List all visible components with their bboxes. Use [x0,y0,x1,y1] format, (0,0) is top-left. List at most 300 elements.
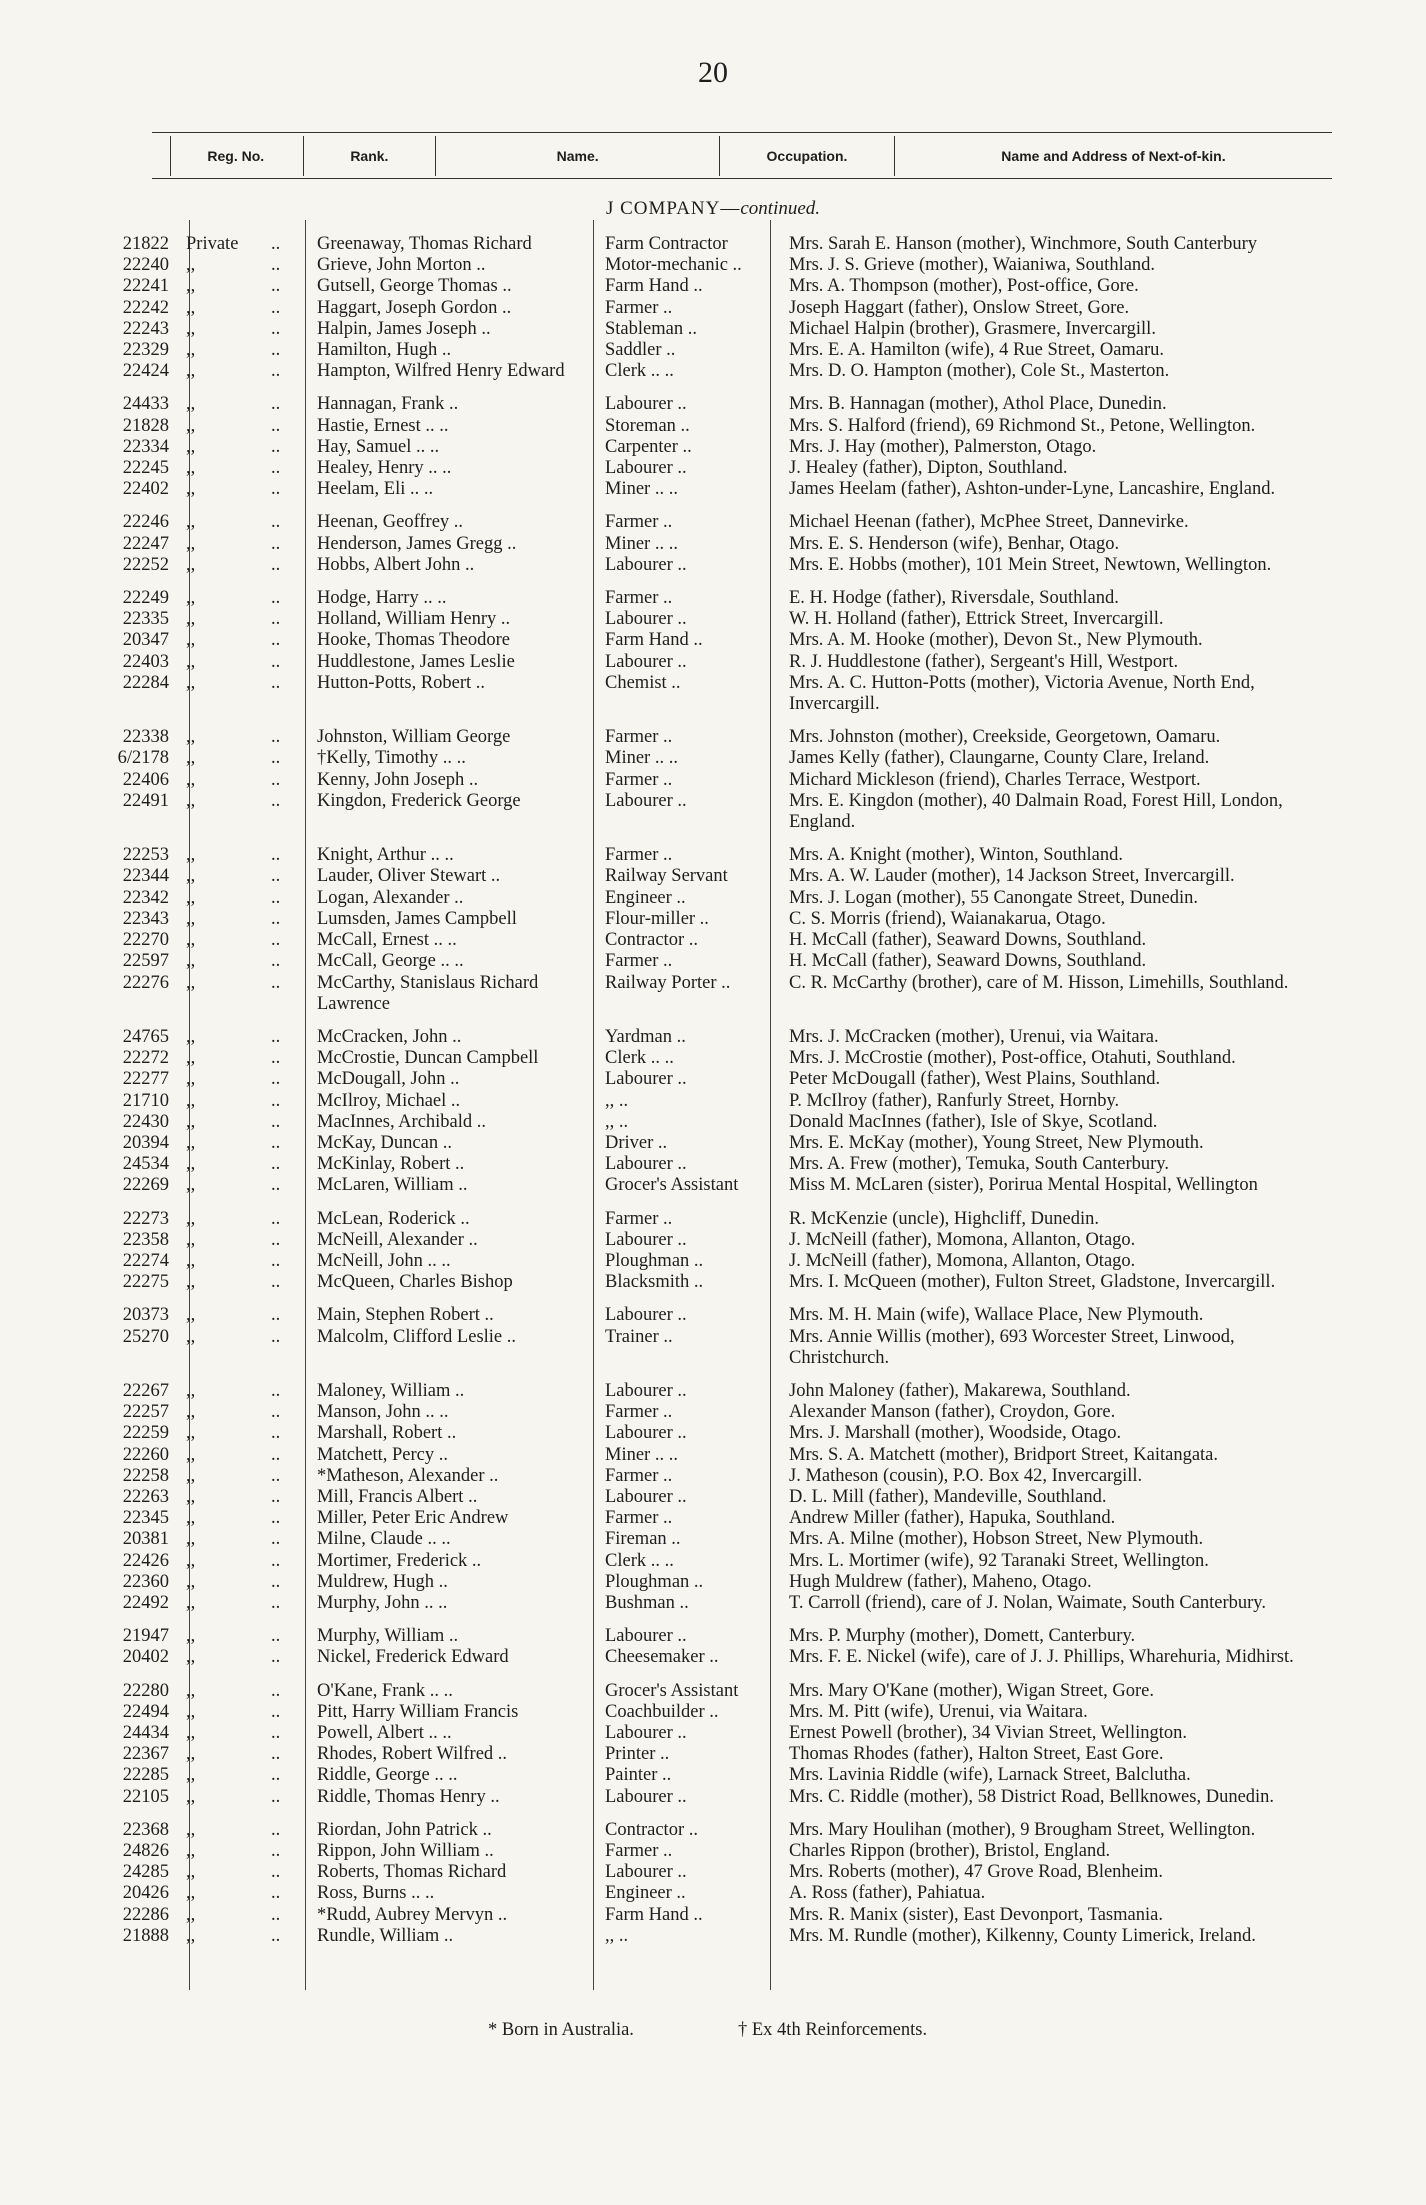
occupation-cell: Trainer .. [605,1326,673,1347]
reg-no-cell: 21888 [122,1925,169,1946]
next-of-kin-cell: Mrs. Roberts (mother), 47 Grove Road, Blenheim. [789,1862,1164,1883]
next-of-kin-cell: James Heelam (father), Ashton-under-Lyne, Lancashire, England. [789,479,1276,500]
rank-cell [171,770,305,791]
rank-leader-dots: .. [271,1380,281,1401]
table-row [0,319,1426,340]
next-of-kin-cell: Hugh Muldrew (father), Maheno, Otago. [789,1571,1092,1592]
occupation-cell: Stableman .. [605,318,697,339]
occupation-cell: Labourer .. [605,1154,687,1175]
rank-leader-dots: .. [271,1862,281,1883]
reg-no-cell: 22360 [122,1571,169,1592]
next-of-kin-cell: Mrs. J. McCrostie (mother), Post-office, Otahuti, Southland. [789,1048,1236,1069]
reg-no-cell: 22246 [122,512,169,533]
rank-cell [171,1091,305,1112]
table-row [0,770,1426,791]
occupation-cell: Ploughman .. [605,1250,704,1271]
header-bottom-rule [152,178,1332,179]
reg-no-cell: 20373 [122,1305,169,1326]
next-of-kin-cell: Mrs. A. W. Lauder (mother), 14 Jackson Street, Invercargill. [789,866,1235,887]
rank-cell [171,909,305,930]
name-cell: Mill, Francis Albert .. [317,1486,478,1507]
rank-cell [171,951,305,972]
next-of-kin-cell: Joseph Haggart (father), Onslow Street, Gore. [789,297,1130,318]
name-cell: Holland, William Henry .. [317,609,511,630]
occupation-cell: Farm Hand .. [605,1904,703,1925]
rank-leader-dots: .. [271,748,281,769]
occupation-cell: Labourer .. [605,458,687,479]
rank-leader-dots: .. [271,255,281,276]
next-of-kin-cell: C. R. McCarthy (brother), care of M. Hisson, Limehills, Southland. [789,972,1289,993]
reg-no-cell: 22277 [122,1069,169,1090]
table-row [0,1402,1426,1423]
name-cell: Muldrew, Hugh .. [317,1571,448,1592]
occupation-cell: Labourer .. [605,1862,687,1883]
table-row [0,340,1426,361]
name-cell: McCall, Ernest .. .. [317,930,457,951]
reg-no-cell: 22243 [122,318,169,339]
occupation-cell: Fireman .. [605,1529,681,1550]
name-cell: Johnston, William George [317,727,511,748]
reg-no-cell: 22245 [122,458,169,479]
reg-no-cell: 22368 [122,1819,169,1840]
occupation-cell: Farm Hand .. [605,276,703,297]
occupation-cell: Railway Servant [605,866,728,887]
occupation-cell: Labourer .. [605,651,687,672]
next-of-kin-cell: H. McCall (father), Seaward Downs, Southland. [789,930,1147,951]
rank-leader-dots: .. [271,769,281,790]
rank-leader-dots: .. [271,1250,281,1271]
table-row [0,1508,1426,1529]
occupation-cell: Coachbuilder .. [605,1701,719,1722]
name-cell: Hamilton, Hugh .. [317,340,452,361]
rank-cell [171,1905,305,1926]
rank-value: ,, [186,1132,196,1153]
reg-no-cell: 22597 [122,951,169,972]
rank-cell [171,588,305,609]
rank-value: ,, [186,458,196,479]
name-cell: Riddle, George .. .. [317,1765,458,1786]
rank-leader-dots: .. [271,234,281,254]
rank-value: ,, [186,1862,196,1883]
occupation-cell: Printer .. [605,1744,670,1765]
reg-no-cell: 20394 [122,1132,169,1153]
rank-cell [171,1402,305,1423]
rank-leader-dots: .. [271,1090,281,1111]
name-cell: Henderson, James Gregg .. [317,533,517,554]
next-of-kin-cell: Mrs. A. Milne (mother), Hobson Street, New Plymouth. [789,1529,1204,1550]
name-cell: Halpin, James Joseph .. [317,318,491,339]
next-of-kin-cell: R. McKenzie (uncle), Highcliff, Dunedin. [789,1208,1099,1229]
next-of-kin-cell: P. McIlroy (father), Ranfurly Street, Hornby. [789,1090,1120,1111]
rank-leader-dots: .. [271,930,281,951]
name-cell: Hobbs, Albert John .. [317,554,475,575]
rank-value: ,, [186,1380,196,1401]
reg-no-cell: 22335 [122,609,169,630]
table-row [0,534,1426,555]
name-cell: Hannagan, Frank .. [317,394,459,415]
occupation-cell: Farmer .. [605,951,673,972]
reg-no-cell: 22249 [122,588,169,609]
name-cell: McLaren, William .. [317,1175,468,1196]
next-of-kin-cell: Mrs. Sarah E. Hanson (mother), Winchmore, South Canterbury [789,234,1258,254]
occupation-cell: Contractor .. [605,930,698,951]
rank-leader-dots: .. [271,1423,281,1444]
name-cell: McNeill, Alexander .. [317,1229,478,1250]
rank-leader-dots: .. [271,533,281,554]
rank-value: ,, [186,533,196,554]
rank-value: ,, [186,1904,196,1925]
name-cell: Rippon, John William .. [317,1841,494,1862]
next-of-kin-cell: E. H. Hodge (father), Riversdale, Southland. [789,588,1119,609]
reg-no-cell: 25270 [122,1326,169,1347]
occupation-cell: Ploughman .. [605,1571,704,1592]
name-cell: McIlroy, Michael .. [317,1090,461,1111]
occupation-cell: Contractor .. [605,1819,698,1840]
table-row [0,234,1426,255]
name-cell: Logan, Alexander .. [317,887,464,908]
table-row [0,1027,1426,1048]
reg-no-cell: 21947 [122,1626,169,1647]
name-cell: Lumsden, James Campbell [317,908,517,929]
name-cell: MacInnes, Archibald .. [317,1111,487,1132]
rank-cell [171,1133,305,1154]
rank-leader-dots: .. [271,908,281,929]
reg-no-cell: 22267 [122,1380,169,1401]
name-cell: McLean, Roderick .. [317,1208,470,1229]
reg-no-cell: 22426 [122,1550,169,1571]
next-of-kin-cell: Andrew Miller (father), Hapuka, Southland. [789,1508,1116,1529]
next-of-kin-cell: Mrs. Lavinia Riddle (wife), Larnack Street, Balclutha. [789,1765,1191,1786]
rank-value: ,, [186,1819,196,1840]
rank-leader-dots: .. [271,1626,281,1647]
reg-no-cell: 22329 [122,340,169,361]
rank-leader-dots: .. [271,1175,281,1196]
rank-value: ,, [186,748,196,769]
table-row [0,1069,1426,1090]
rank-cell [171,1744,305,1765]
reg-no-cell: 22252 [122,554,169,575]
occupation-cell: Miner .. .. [605,748,678,769]
reg-no-cell: 22284 [122,672,169,693]
table-row [0,1765,1426,1786]
rank-cell [171,1787,305,1808]
rank-cell [171,1593,305,1614]
table-row [0,1423,1426,1444]
name-cell: Kenny, John Joseph .. [317,769,479,790]
next-of-kin-cell: J. Matheson (cousin), P.O. Box 42, Invercargill. [789,1465,1143,1486]
occupation-cell: Saddler .. [605,340,676,361]
reg-no-cell: 22242 [122,297,169,318]
rank-value: ,, [186,554,196,575]
occupation-cell: Labourer .. [605,1626,687,1647]
rank-leader-dots: .. [271,1272,281,1293]
reg-no-cell: 22269 [122,1175,169,1196]
rank-leader-dots: .. [271,1550,281,1571]
rank-leader-dots: .. [271,276,281,297]
table-row [0,1230,1426,1251]
rank-leader-dots: .. [271,1883,281,1904]
rank-value: ,, [186,1508,196,1529]
name-cell: Hutton-Potts, Robert .. [317,672,486,693]
next-of-kin-cell: Mrs. L. Mortimer (wife), 92 Taranaki Street, Wellington. [789,1550,1209,1571]
rank-value: ,, [186,297,196,318]
name-cell: Grieve, John Morton .. [317,255,486,276]
rank-value: ,, [186,1229,196,1250]
rank-value: ,, [186,340,196,361]
table-row [0,909,1426,930]
rank-leader-dots: .. [271,340,281,361]
reg-no-cell: 22338 [122,727,169,748]
table-header [152,136,1332,176]
table-row [0,951,1426,972]
rank-leader-dots: .. [271,1744,281,1765]
occupation-cell: Labourer .. [605,394,687,415]
occupation-cell: Farmer .. [605,727,673,748]
name-cell: McCall, George .. .. [317,951,464,972]
name-cell: Hodge, Harry .. .. [317,588,447,609]
name-cell: Haggart, Joseph Gordon .. [317,297,512,318]
rank-value: ,, [186,1723,196,1743]
rank-cell [171,673,305,715]
next-of-kin-cell: Mrs. R. Manix (sister), East Devonport, Tasmania. [789,1904,1163,1925]
rank-value: ,, [186,588,196,609]
rank-value: ,, [186,1069,196,1090]
table-row [0,361,1426,382]
reg-no-cell: 24433 [122,394,169,415]
rank-leader-dots: .. [271,1444,281,1465]
reg-no-cell: 20381 [122,1529,169,1550]
rank-cell [171,479,305,500]
rank-cell [171,1820,305,1841]
occupation-cell: Clerk .. .. [605,361,674,382]
name-cell: McCrostie, Duncan Campbell [317,1048,539,1069]
occupation-cell: Bushman .. [605,1592,689,1613]
rank-value: ,, [186,845,196,866]
table-row [0,845,1426,866]
table-row [0,1466,1426,1487]
table-row [0,1529,1426,1550]
rank-value: ,, [186,1626,196,1647]
header-name: Name. [436,136,720,176]
rank-value: ,, [186,1465,196,1486]
rank-value: ,, [186,1175,196,1196]
name-cell: Rundle, William .. [317,1925,454,1946]
table-row [0,458,1426,479]
rank-leader-dots: .. [271,887,281,908]
occupation-cell: Motor-mechanic .. [605,255,742,276]
rank-cell [171,458,305,479]
next-of-kin-cell: Mrs. C. Riddle (mother), 58 District Road, Bellknowes, Dunedin. [789,1786,1275,1807]
name-cell: Marshall, Robert .. [317,1423,457,1444]
name-cell: Lauder, Oliver Stewart .. [317,866,501,887]
name-cell: Roberts, Thomas Richard [317,1862,507,1883]
rank-value: ,, [186,790,196,811]
table-row [0,1445,1426,1466]
rank-leader-dots: .. [271,1571,281,1592]
rank-leader-dots: .. [271,1048,281,1069]
rank-cell [171,1883,305,1904]
rank-cell [171,298,305,319]
occupation-cell: Farmer .. [605,845,673,866]
next-of-kin-cell: Ernest Powell (brother), 34 Vivian Street, Wellington. [789,1723,1187,1743]
rank-value: ,, [186,1402,196,1423]
table-row [0,673,1426,715]
name-cell: Hooke, Thomas Theodore [317,630,511,651]
table-row [0,1841,1426,1862]
rank-cell [171,1681,305,1702]
next-of-kin-cell: C. S. Morris (friend), Waianakarua, Otago. [789,908,1106,929]
rank-leader-dots: .. [271,1701,281,1722]
next-of-kin-cell: Mrs. A. M. Hooke (mother), Devon St., New Plymouth. [789,630,1203,651]
rank-value: ,, [186,609,196,630]
table-row [0,1723,1426,1744]
occupation-cell: Miner .. .. [605,479,678,500]
rank-cell [171,1626,305,1647]
rank-leader-dots: .. [271,318,281,339]
header-next-of-kin: Name and Address of Next-of-kin. [1001,148,1226,164]
reg-no-cell: 22272 [122,1048,169,1069]
rank-value: ,, [186,1680,196,1701]
rank-cell [171,276,305,297]
table-row [0,1154,1426,1175]
table-row [0,1551,1426,1572]
rank-cell [171,1926,305,1947]
name-cell: Murphy, John .. .. [317,1592,448,1613]
next-of-kin-cell: Charles Rippon (brother), Bristol, England. [789,1841,1111,1862]
table-row [0,1820,1426,1841]
occupation-cell: Labourer .. [605,1069,687,1090]
reg-no-cell: 24534 [122,1154,169,1175]
rank-leader-dots: .. [271,1465,281,1486]
rank-leader-dots: .. [271,1786,281,1807]
table-row [0,973,1426,1015]
table-row [0,791,1426,833]
rank-value: ,, [186,255,196,276]
reg-no-cell: 22342 [122,887,169,908]
rank-cell [171,1765,305,1786]
reg-no-cell: 22492 [122,1592,169,1613]
rank-value: ,, [186,1529,196,1550]
next-of-kin-cell: Mrs. M. H. Main (wife), Wallace Place, New Plymouth. [789,1305,1204,1326]
next-of-kin-cell: Mrs. A. Knight (mother), Winton, Southland. [789,845,1123,866]
table-row [0,609,1426,630]
rank-leader-dots: .. [271,951,281,972]
name-cell: Ross, Burns .. .. [317,1883,435,1904]
next-of-kin-cell: D. L. Mill (father), Mandeville, Southland. [789,1486,1107,1507]
occupation-cell: Labourer .. [605,1305,687,1326]
rank-leader-dots: .. [271,1529,281,1550]
rank-value: ,, [186,318,196,339]
name-cell: Hampton, Wilfred Henry Edward [317,361,565,382]
rank-leader-dots: .. [271,1402,281,1423]
next-of-kin-cell: Mrs. J. McCracken (mother), Urenui, via Waitara. [789,1026,1159,1047]
rank-value: ,, [186,972,196,993]
rank-value: ,, [186,512,196,533]
table-row [0,1209,1426,1230]
rank-value: ,, [186,727,196,748]
occupation-cell: Farmer .. [605,1208,673,1229]
next-of-kin-cell: W. H. Holland (father), Ettrick Street, Invercargill. [789,609,1164,630]
next-of-kin-cell: Mrs. F. E. Nickel (wife), care of J. J. Phillips, Wharehuria, Midhirst. [789,1647,1294,1668]
name-cell: McKinlay, Robert .. [317,1154,465,1175]
rank-leader-dots: .. [271,588,281,609]
table-row [0,1647,1426,1668]
rank-leader-dots: .. [271,1326,281,1347]
reg-no-cell: 22258 [122,1465,169,1486]
rank-leader-dots: .. [271,1508,281,1529]
reg-no-cell: 22494 [122,1701,169,1722]
rank-value: ,, [186,436,196,457]
rank-value: ,, [186,1744,196,1765]
occupation-cell: Chemist .. [605,672,681,693]
rank-leader-dots: .. [271,361,281,382]
table-row [0,888,1426,909]
next-of-kin-cell: Mrs. S. A. Matchett (mother), Bridport Street, Kaitangata. [789,1444,1219,1465]
rank-cell [171,1305,305,1326]
footnote-born-australia: * Born in Australia. [488,2020,634,2040]
table-row [0,298,1426,319]
rank-value: ,, [186,1883,196,1904]
rank-leader-dots: .. [271,1765,281,1786]
reg-no-cell: 22270 [122,930,169,951]
rank-value: ,, [186,651,196,672]
rank-cell [171,791,305,833]
table-row [0,555,1426,576]
reg-no-cell: 22253 [122,845,169,866]
table-row [0,1883,1426,1904]
next-of-kin-cell: Michard Mickleson (friend), Charles Terrace, Westport. [789,769,1201,790]
next-of-kin-cell: J. Healey (father), Dipton, Southland. [789,458,1068,479]
rank-value: ,, [186,276,196,297]
next-of-kin-cell: Mrs. J. S. Grieve (mother), Waianiwa, Southland. [789,255,1156,276]
next-of-kin-cell: Mrs. B. Hannagan (mother), Athol Place, Dunedin. [789,394,1167,415]
rank-cell [171,1272,305,1293]
next-of-kin-cell: Mrs. D. O. Hampton (mother), Cole St., Masterton. [789,361,1170,382]
reg-no-cell: 20402 [122,1647,169,1668]
rank-value: ,, [186,951,196,972]
occupation-cell: Miner .. .. [605,533,678,554]
rank-leader-dots: .. [271,1026,281,1047]
reg-no-cell: 22263 [122,1486,169,1507]
table-row [0,1744,1426,1765]
rank-cell [171,845,305,866]
rank-leader-dots: .. [271,415,281,436]
occupation-cell: ,, .. [605,1925,629,1946]
name-cell: Gutsell, George Thomas .. [317,276,512,297]
rank-cell [171,394,305,415]
occupation-cell: Painter .. [605,1765,672,1786]
next-of-kin-cell: Miss M. McLaren (sister), Porirua Mental Hospital, Wellington [789,1175,1258,1196]
rank-value: ,, [186,866,196,887]
table-row [0,727,1426,748]
name-cell: Huddlestone, James Leslie [317,651,515,672]
occupation-cell: Driver .. [605,1132,668,1153]
reg-no-cell: 22275 [122,1272,169,1293]
rank-leader-dots: .. [271,1069,281,1090]
rank-leader-dots: .. [271,1680,281,1701]
occupation-cell: Storeman .. [605,415,690,436]
occupation-cell: Engineer .. [605,1883,686,1904]
occupation-cell: Farmer .. [605,512,673,533]
rank-cell [171,727,305,748]
rank-cell [171,1862,305,1883]
rank-cell [171,1048,305,1069]
header-rank: Rank. [304,136,437,176]
table-row [0,1112,1426,1133]
name-cell: Mortimer, Frederick .. [317,1550,482,1571]
rank-leader-dots: .. [271,1904,281,1925]
table-row [0,255,1426,276]
